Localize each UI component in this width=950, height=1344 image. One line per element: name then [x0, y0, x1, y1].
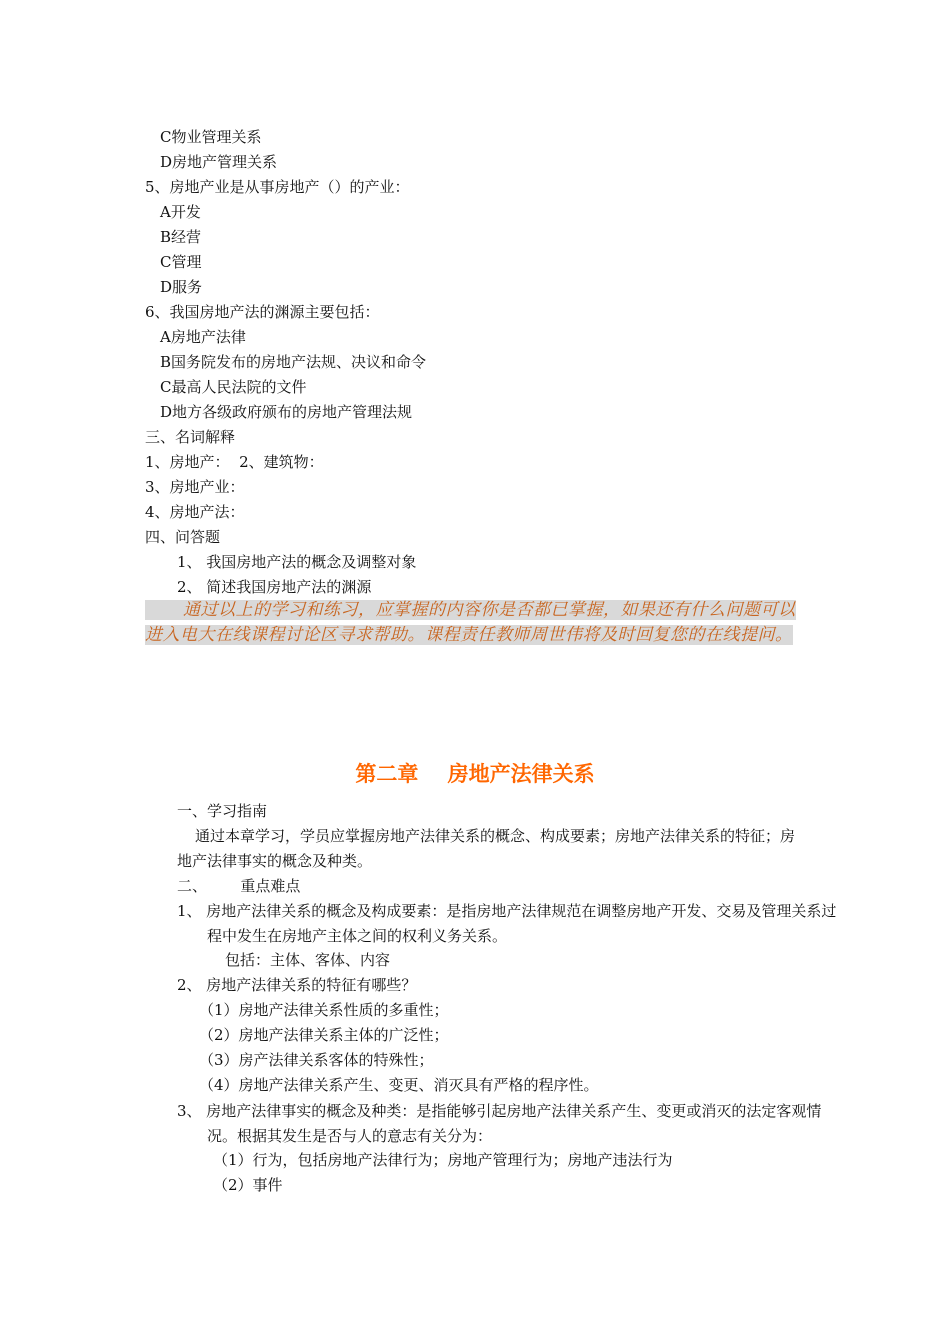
point-3-item-1: （1）行为，包括房地产法律行为；房地产管理行为；房地产违法行为 — [213, 1151, 673, 1169]
part3-title: 三、名词解释 — [145, 428, 236, 446]
q6-option-b: B国务院发布的房地产法规、决议和命令 — [160, 353, 427, 371]
part3-item-3: 4、房地产法： — [145, 503, 245, 521]
guide-text: 通过本章学习，学员应掌握房地产法律关系的概念、构成要素；房地产法律关系的特征；房地产法律事实的概念及种类。 — [177, 827, 796, 870]
q6-option-d: D地方各级政府颁布的房地产管理法规 — [160, 403, 413, 421]
q5-option-b: B经营 — [160, 228, 202, 246]
notice-text: 通过以上的学习和练习，应掌握的内容你是否都已掌握，如果还有什么问题可以进入电大在线课程讨论区寻求帮助。课程责任教师周世伟将及时回复您的在线提问。 — [145, 600, 796, 645]
chapter-title: 第二章 房地产法律关系 — [355, 762, 595, 786]
point-3: 3、 房地产法律事实的概念及种类：是指能够引起房地产法律关系产生、变更或消灭的法定客观情况。根据其发生是否与人的意志有关分为： — [177, 1102, 822, 1145]
part4-item-1: 1、 我国房地产法的概念及调整对象 — [177, 553, 417, 571]
q6-question: 6、我国房地产法的渊源主要包括： — [145, 303, 380, 321]
point-2-item-4: （4）房地产法律关系产生、变更、消灭具有严格的程序性。 — [199, 1076, 599, 1094]
point-2-item-1: （1）房地产法律关系性质的多重性； — [199, 1001, 449, 1019]
point-2-item-2: （2）房地产法律关系主体的广泛性； — [199, 1026, 449, 1044]
q3-option-d: D房地产管理关系 — [160, 153, 278, 171]
q3-option-c: C物业管理关系 — [160, 128, 262, 146]
q6-option-c: C最高人民法院的文件 — [160, 378, 307, 396]
part4-title: 四、问答题 — [145, 528, 221, 546]
q5-option-c: C管理 — [160, 253, 202, 271]
point-2-item-3: （3）房产法律关系客体的特殊性； — [199, 1051, 434, 1069]
key-points-title: 二、 重点难点 — [177, 877, 301, 895]
q5-option-d: D服务 — [160, 278, 203, 296]
q5-question: 5、房地产业是从事房地产（）的产业： — [145, 178, 410, 196]
point-3-item-2: （2）事件 — [213, 1176, 283, 1194]
part3-item-1: 1、房地产： 2、建筑物： — [145, 453, 324, 471]
part3-item-2: 3、房地产业： — [145, 478, 245, 496]
guide-title: 一、学习指南 — [177, 802, 268, 820]
notice-paragraph — [145, 598, 807, 648]
point-1: 1、 房地产法律关系的概念及构成要素：是指房地产法律规范在调整房地产开发、交易及管理关系过程中发生在房地产主体之间的权利义务关系。 — [177, 902, 837, 945]
point-1-include: 包括：主体、客体、内容 — [225, 951, 391, 969]
part4-item-2: 2、 简述我国房地产法的渊源 — [177, 578, 372, 596]
q6-option-a: A房地产法律 — [160, 328, 246, 346]
q5-option-a: A开发 — [160, 203, 201, 221]
point-2: 2、 房地产法律关系的特征有哪些？ — [177, 976, 417, 994]
